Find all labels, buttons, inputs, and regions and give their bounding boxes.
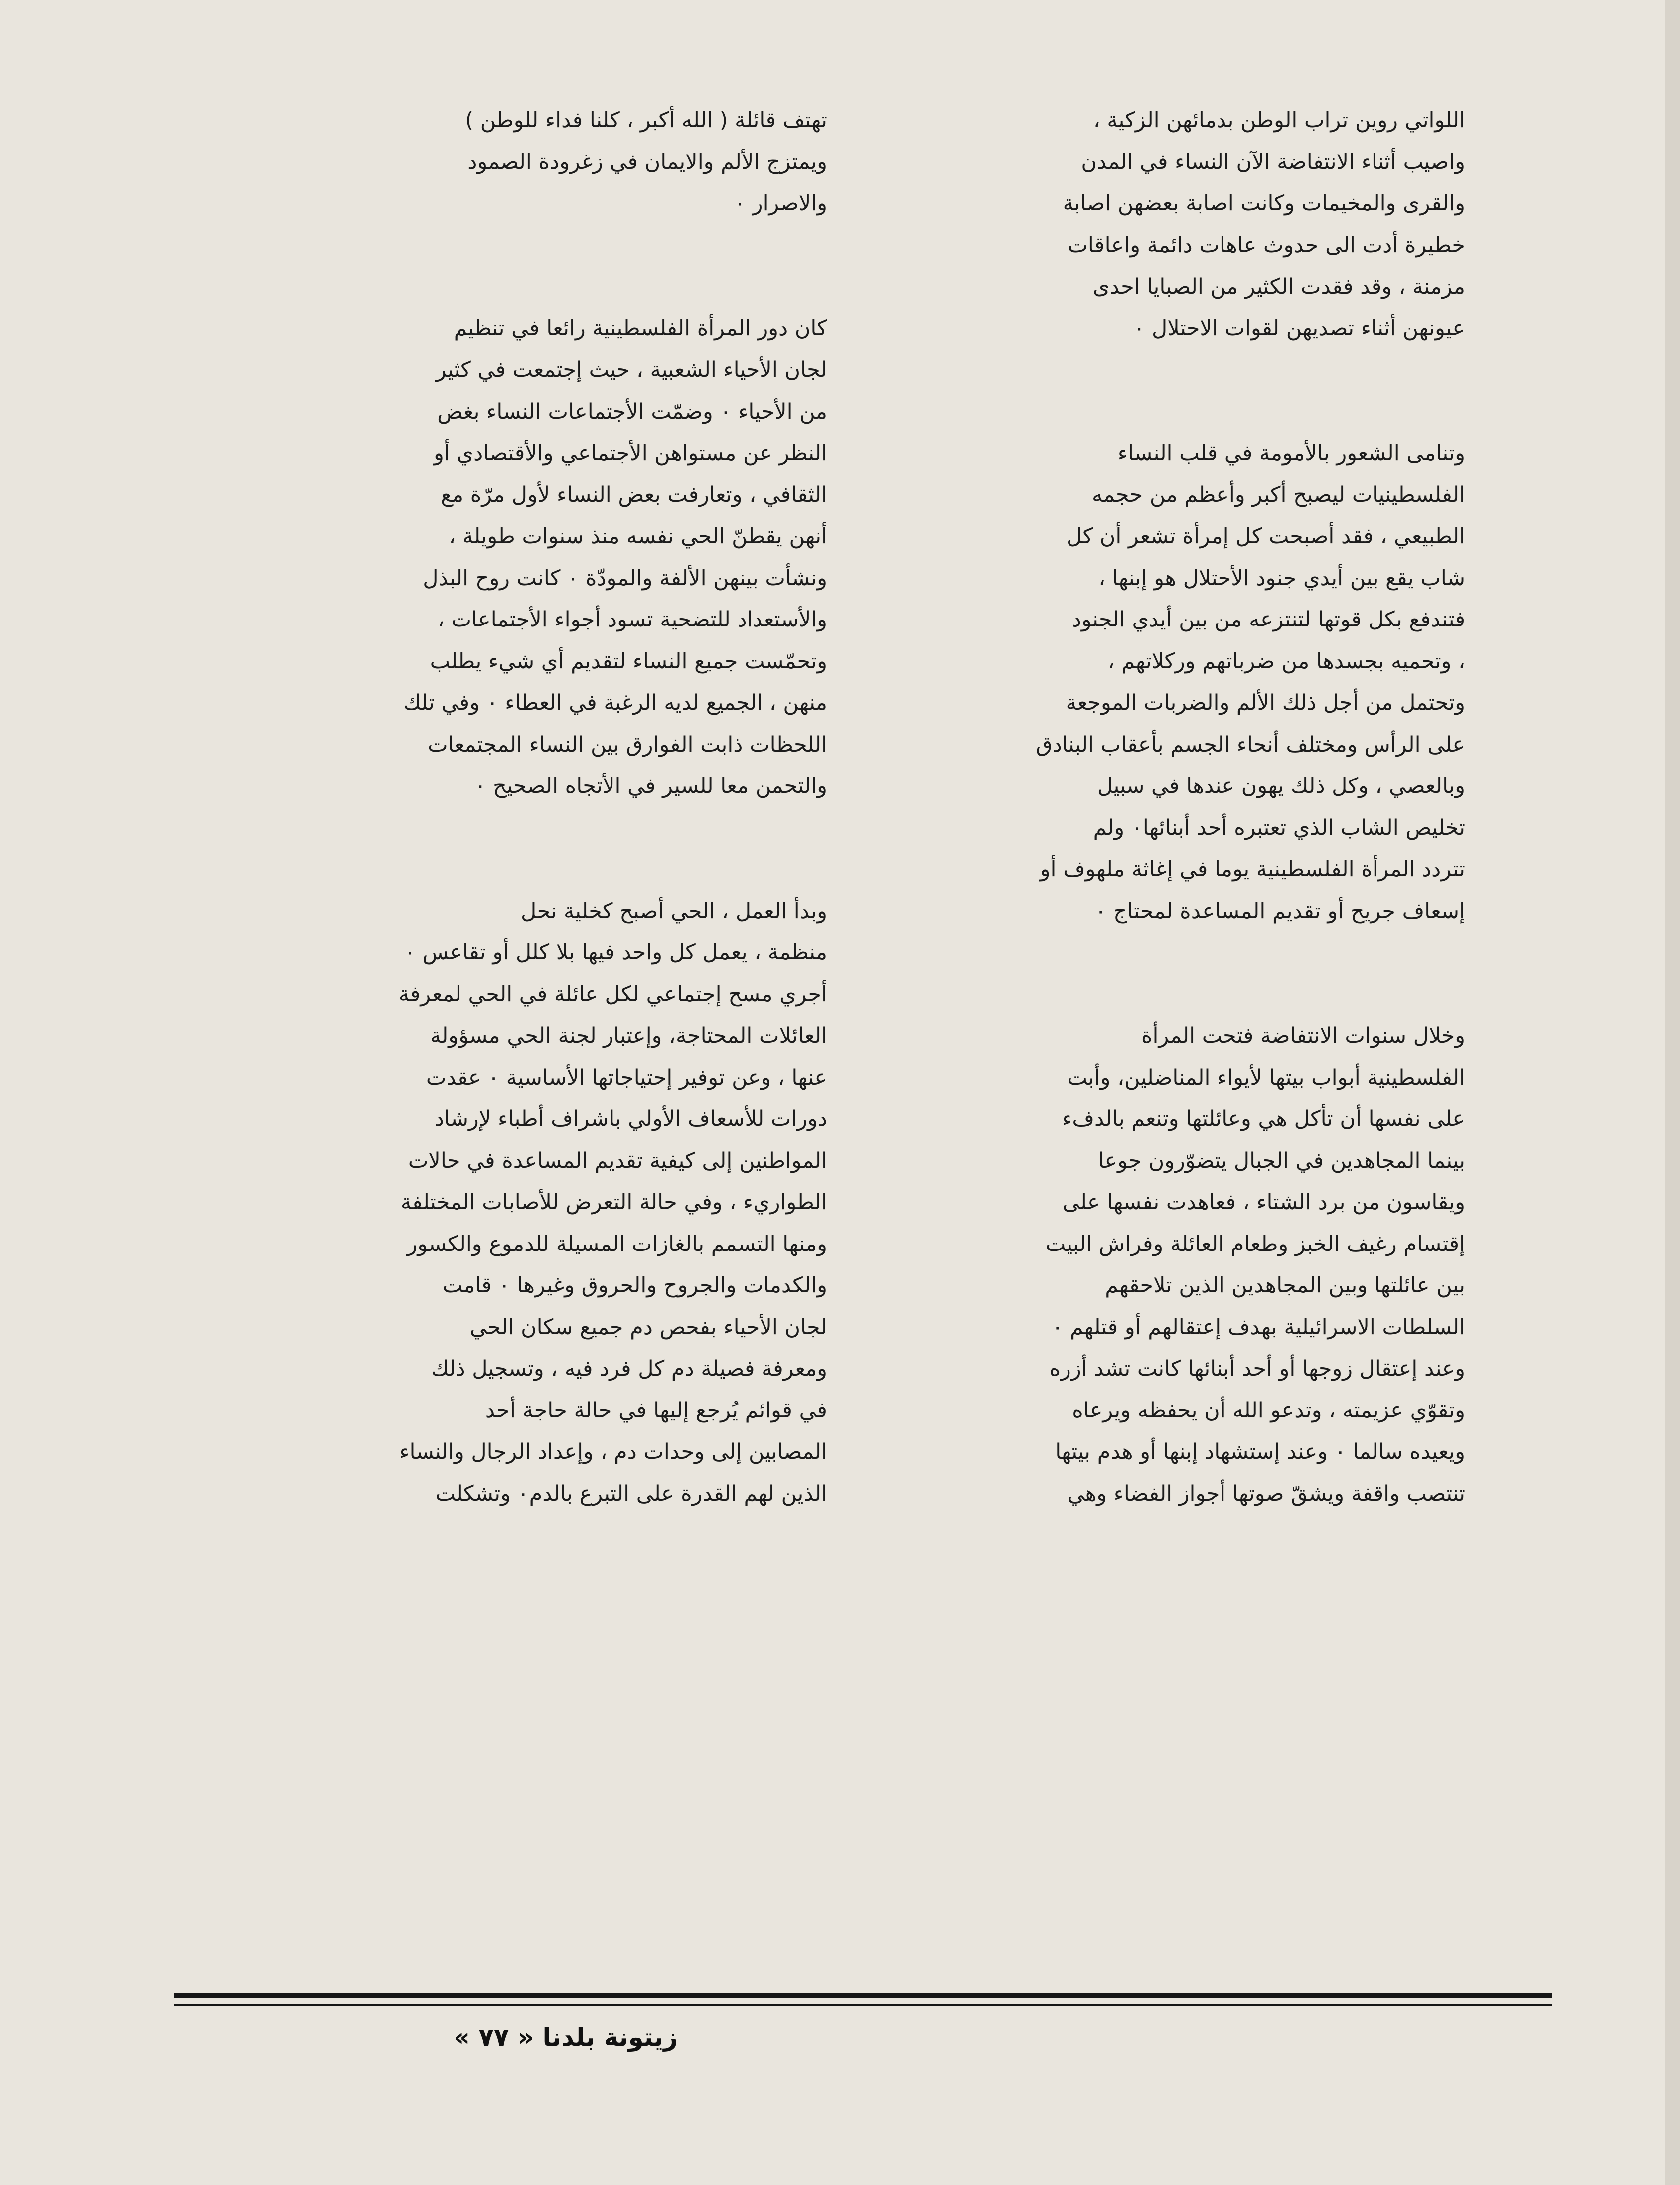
page-footer: زيتونة بلدنا « ٧٧ » bbox=[454, 2023, 678, 2052]
footer-rule-thick bbox=[174, 1993, 1552, 1998]
article-column-left bbox=[254, 100, 827, 1515]
paragraph: تهتف قائلة ( الله أكبر ، كلنا فداء للوطن ) ويمتزج الألم والايمان في زغرودة الصمود والاصرار ٠ bbox=[465, 108, 827, 216]
paragraph: وتنامى الشعور بالأمومة في قلب النساء الفلسطينيات ليصبح أكبر وأعظم من حجمه الطبيعي ، فقد أصبحت كل إمرأة تشعر أن كل شاب يقع بين أيدي جنود الأحتلال هو إبنها ، فتندفع بكل قوتها لتنتزعه من بين أيدي الجنود ، وتحميه بجسدها من ضرباتهم وركلاتهم ، وتحتمل من أجل ذلك الألم والضربات الموجعة على الرأس ومختلف أنحاء الجسم بأعقاب البنادق وبالعصي ، وكل ذلك يهون عندها في سبيل تخليص الشاب الذي تعتبره أحد أبنائها٠ ولم تتردد المرأة الفلسطينية يوما في إغاثة ملهوف أو إسعاف جريح أو تقديم المساعدة لمحتاج ٠ bbox=[1036, 441, 1465, 924]
footer-rule-thin bbox=[174, 2004, 1552, 2006]
paragraph: اللواتي روين تراب الوطن بدمائهن الزكية ، واصيب أثناء الانتفاضة الآن النساء في المدن والقرى والمخيمات وكانت اصابة بعضهن اصابة خطيرة أدت الى حدوث عاهات دائمة واعاقات مزمنة ، وقد فقدت الكثير من الصبايا احدى عيونهن أثناء تصديهن لقوات الاحتلال ٠ bbox=[1063, 108, 1465, 341]
page-edge bbox=[1665, 0, 1680, 2185]
paragraph: وخلال سنوات الانتفاضة فتحت المرأة الفلسطينية أبواب بيتها لأيواء المناضلين، وأبت على نفسها أن تأكل هي وعائلتها وتنعم بالدفء بينما المجاهدين في الجبال يتضوّرون جوعا ويقاسون من برد الشتاء ، فعاهدت نفسها على إقتسام رغيف الخبز وطعام العائلة وفراش البيت بين عائلتها وبين المجاهدين الذين تلاحقهم السلطات الاسرائيلية بهدف إعتقالهم أو قتلهم ٠ وعند إعتقال زوجها أو أحد أبنائها كانت تشد أزره وتقوّي عزيمته ، وتدعو الله أن يحفظه ويرعاه ويعيده سالما ٠ وعند إستشهاد إبنها أو هدم بيتها تنتصب واقفة ويشقّ صوتها أجواز الفضاء وهي bbox=[1045, 1023, 1465, 1506]
paragraph: وبدأ العمل ، الحي أصبح كخلية نحل منظمة ، يعمل كل واحد فيها بلا كلل أو تقاعس ٠ أجري مسح إجتماعي لكل عائلة في الحي لمعرفة العائلات المحتاجة، وإعتبار لجنة الحي مسؤولة عنها ، وعن توفير إحتياجاتها الأساسية ٠ عقدت دورات للأسعاف الأولي باشراف أطباء لإرشاد المواطنين إلى كيفية تقديم المساعدة في حالات الطواريء ، وفي حالة التعرض للأصابات المختلفة ومنها التسمم بالغازات المسيلة للدموع والكسور والكدمات والجروح والحروق وغيرها ٠ قامت لجان الأحياء بفحص دم جميع سكان الحي ومعرفة فصيلة دم كل فرد فيه ، وتسجيل ذلك في قوائم يُرجع إليها في حالة حاجة أحد المصابين إلى وحدات دم ، وإعداد الرجال والنساء الذين لهم القدرة على التبرع بالدم٠ وتشكلت bbox=[398, 898, 827, 1506]
article-column-right bbox=[892, 100, 1465, 1515]
paragraph: كان دور المرأة الفلسطينية رائعا في تنظيم لجان الأحياء الشعبية ، حيث إجتمعت في كثير من الأحياء ٠ وضمّت الأجتماعات النساء بغض النظر عن مستواهن الأجتماعي والأقتصادي أو الثقافي ، وتعارفت بعض النساء لأول مرّة مع أنهن يقطنّ الحي نفسه منذ سنوات طويلة ، ونشأت بينهن الألفة والمودّة ٠ كانت روح البذل والأستعداد للتضحية تسود أجواء الأجتماعات ، وتحمّست جميع النساء لتقديم أي شيء يطلب منهن ، الجميع لديه الرغبة في العطاء ٠ وفي تلك اللحظات ذابت الفوارق بين النساء المجتمعات والتحمن معا للسير في الأتجاه الصحيح ٠ bbox=[403, 315, 827, 798]
